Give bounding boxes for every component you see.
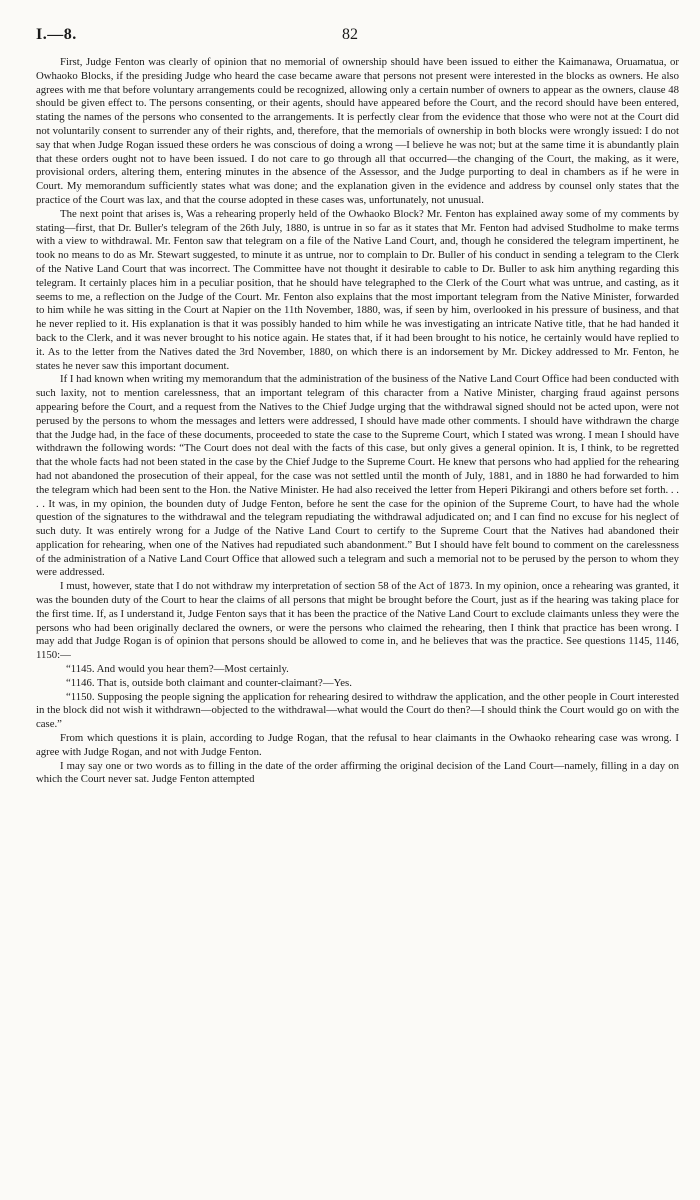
document-reference: I.—8. <box>36 26 77 43</box>
paragraph-section-58: I must, however, state that I do not withdraw my interpretation of section 58 of the Act of 1873. In my opinion, once a rehearing was granted, it was the bounden duty of the Court to hear the claims of all persons that might be brought before the Court, just as if the hearing was taking place for the first time. If, as I understand it, Judge Fenton says that it has been the practice of the Native Land Court to exclude claimants unless they were the persons who had been originally declared the owners, or were the persons who claimed the rehearing, then I think that practice has been wrong. I may add that Judge Rogan is of opinion that persons should be allowed to come in, and he believes that was the practice. See questions 1145, 1146, 1150:— <box>36 580 679 662</box>
document-body <box>36 56 679 787</box>
quote-question-1145: “1145. And would you hear them?—Most certainly. <box>66 663 289 676</box>
page-header <box>36 26 664 46</box>
paragraph-memorandum-laxity: If I had known when writing my memorandum that the administration of the business of the Native Land Court Office had been conducted with such laxity, not to mention carelessness, that an important telegram of this character from a Native Minister, charging fraud against persons appearing before the Court, and a request from the Natives to the Chief Judge urging that the withdrawal signed should not be acted upon, were not perused by the persons to whom the messages and letters were addressed, I should have made other comments. I should have withdrawn the charge that the Judge had, in the face of these documents, proceeded to state the case to the Supreme Court, which I stated was wrong. I mean I should have withdrawn the following words: “The Court does not deal with the facts of this case, but only gives a general opinion. It is, I think, to be regretted that the whole facts had not been stated in the case by the Chief Judge to the Supreme Court. He knew that persons who had applied for the rehearing had not abandoned the prosecution of their appeal, for the case was not settled until the month of July, 1881, and in 1880 he had forwarded to him the telegram which had been sent to the Hon. the Native Minister. He had also received the letter from Heperi Pikirangi and others before set forth. . . . . It was, in my opinion, the bounden duty of Judge Fenton, before he sent the case for the opinion of the Supreme Court, to have had the whole question of the signatures to the withdrawal and the telegram repudiating the withdrawal adjudicated on; and I can find no excuse for his neglect of such duty. It was entirely wrong for a Judge of the Native Land Court to certify to the Supreme Court that the Natives had abandoned their application for rehearing, when one of the Natives had repudiated such abandonment.” But I should have felt bound to comment on the carelessness of the administration of a Native Land Court Office that allowed such a telegram and such a memorial not to be perused by the person to whom they were addressed. <box>36 373 679 579</box>
quote-question-1146: “1146. That is, outside both claimant and counter-claimant?—Yes. <box>66 676 352 689</box>
paragraph-owhaoko-rehearing: The next point that arises is, Was a rehearing properly held of the Owhaoko Block? Mr. Fenton has explained away some of my comments by stating—first, that Dr. Buller's telegram of the 26th July, 1880, is untrue in so far as it states that Mr. Fenton had advised Studholme to make terms with a view to withdrawal. Mr. Fenton saw that telegram on a file of the Native Land Court, and, though he considered the telegram impertinent, he took no means to do as Mr. Stewart suggested, to minute it as untrue, nor to complain to Dr. Buller of his conduct in sending a telegram to the Clerk of the Native Land Court that was incorrect. The Committee have not thought it desirable to cable to Dr. Buller to ask him anything regarding this telegram. It certainly places him in a peculiar position, that he should have telegraphed to the Clerk of the Court what was untrue, and casting, as it seems to me, a reflection on the Judge of the Court. Mr. Fenton also explains that the most important telegram from the Native Minister, forwarded to him while he was sitting in the Court at Napier on the 11th November, 1880, was, if seen by him, overlooked in his pressure of business, and that he never replied to it. His explanation is that it was possibly handed to him while he was investigating an intricate Native title, that he had handed it back to the Clerk, and it was never brought to his notice again. He states that, if it had been brought to his notice, he certainly would have replied to it. As to the letter from the Natives dated the 3rd November, 1880, on which there is an indorsement by Mr. Dickey addressed to Mr. Fenton, he states he never saw this important document. <box>36 207 679 372</box>
paragraph-conclusion-rogan: From which questions it is plain, according to Judge Rogan, that the refusal to hear claimants in the Owhaoko rehearing case was wrong. I agree with Judge Rogan, and not with Judge Fenton. <box>36 732 679 758</box>
page-number: 82 <box>342 26 358 43</box>
paragraph-filling-in-date: I may say one or two words as to filling in the date of the order affirming the original decision of the Land Court—namely, filling in a day on which the Court never sat. Judge Fenton attempted <box>36 759 679 786</box>
paragraph-judge-fenton-opinion: First, Judge Fenton was clearly of opinion that no memorial of ownership should have been issued to either the Kaimanawa, Oruamatua, or Owhaoko Blocks, if the presiding Judge who heard the case became aware that persons not present were interested in the blocks as owners. He also agrees with me that before voluntary arrangements could be recognized, allowing only a certain number of owners to appear as the owners, clause 48 should be given effect to. The persons consenting, or their agents, should have appeared before the Court, and the record should have been entered, stating the names of the persons who consented to the arrangements. It is perfectly clear from the evidence that those who were not at the Court did not voluntarily consent to surrender any of their rights, and, therefore, that the memorials of ownership in both blocks were wrongly issued: I do not say that when Judge Rogan issued these orders he was conscious of doing a wrong —I believe he was not; but at the same time it is abundantly plain that these orders ought not to have been issued. I do not care to go through all that occurred—the changing of the Court, the making, as it were, provisional orders, altering them, entering minutes in the absence of the Assessor, and the Judge purporting to deal in chambers as if he were in Court. My memorandum sufficiently states what was done; and the explanation given in the evidence and address by counsel only states that the practice of the Court was lax, and that the course adopted in these cases was, unfortunately, not unusual. <box>36 56 679 206</box>
quote-question-1150: “1150. Supposing the people signing the application for rehearing desired to withdraw the application, and the other people in Court interested in the block did not wish it withdrawn—objected to the withdrawal—what would the Court do then?—I should think the Court would go on with the case.” <box>36 690 679 731</box>
